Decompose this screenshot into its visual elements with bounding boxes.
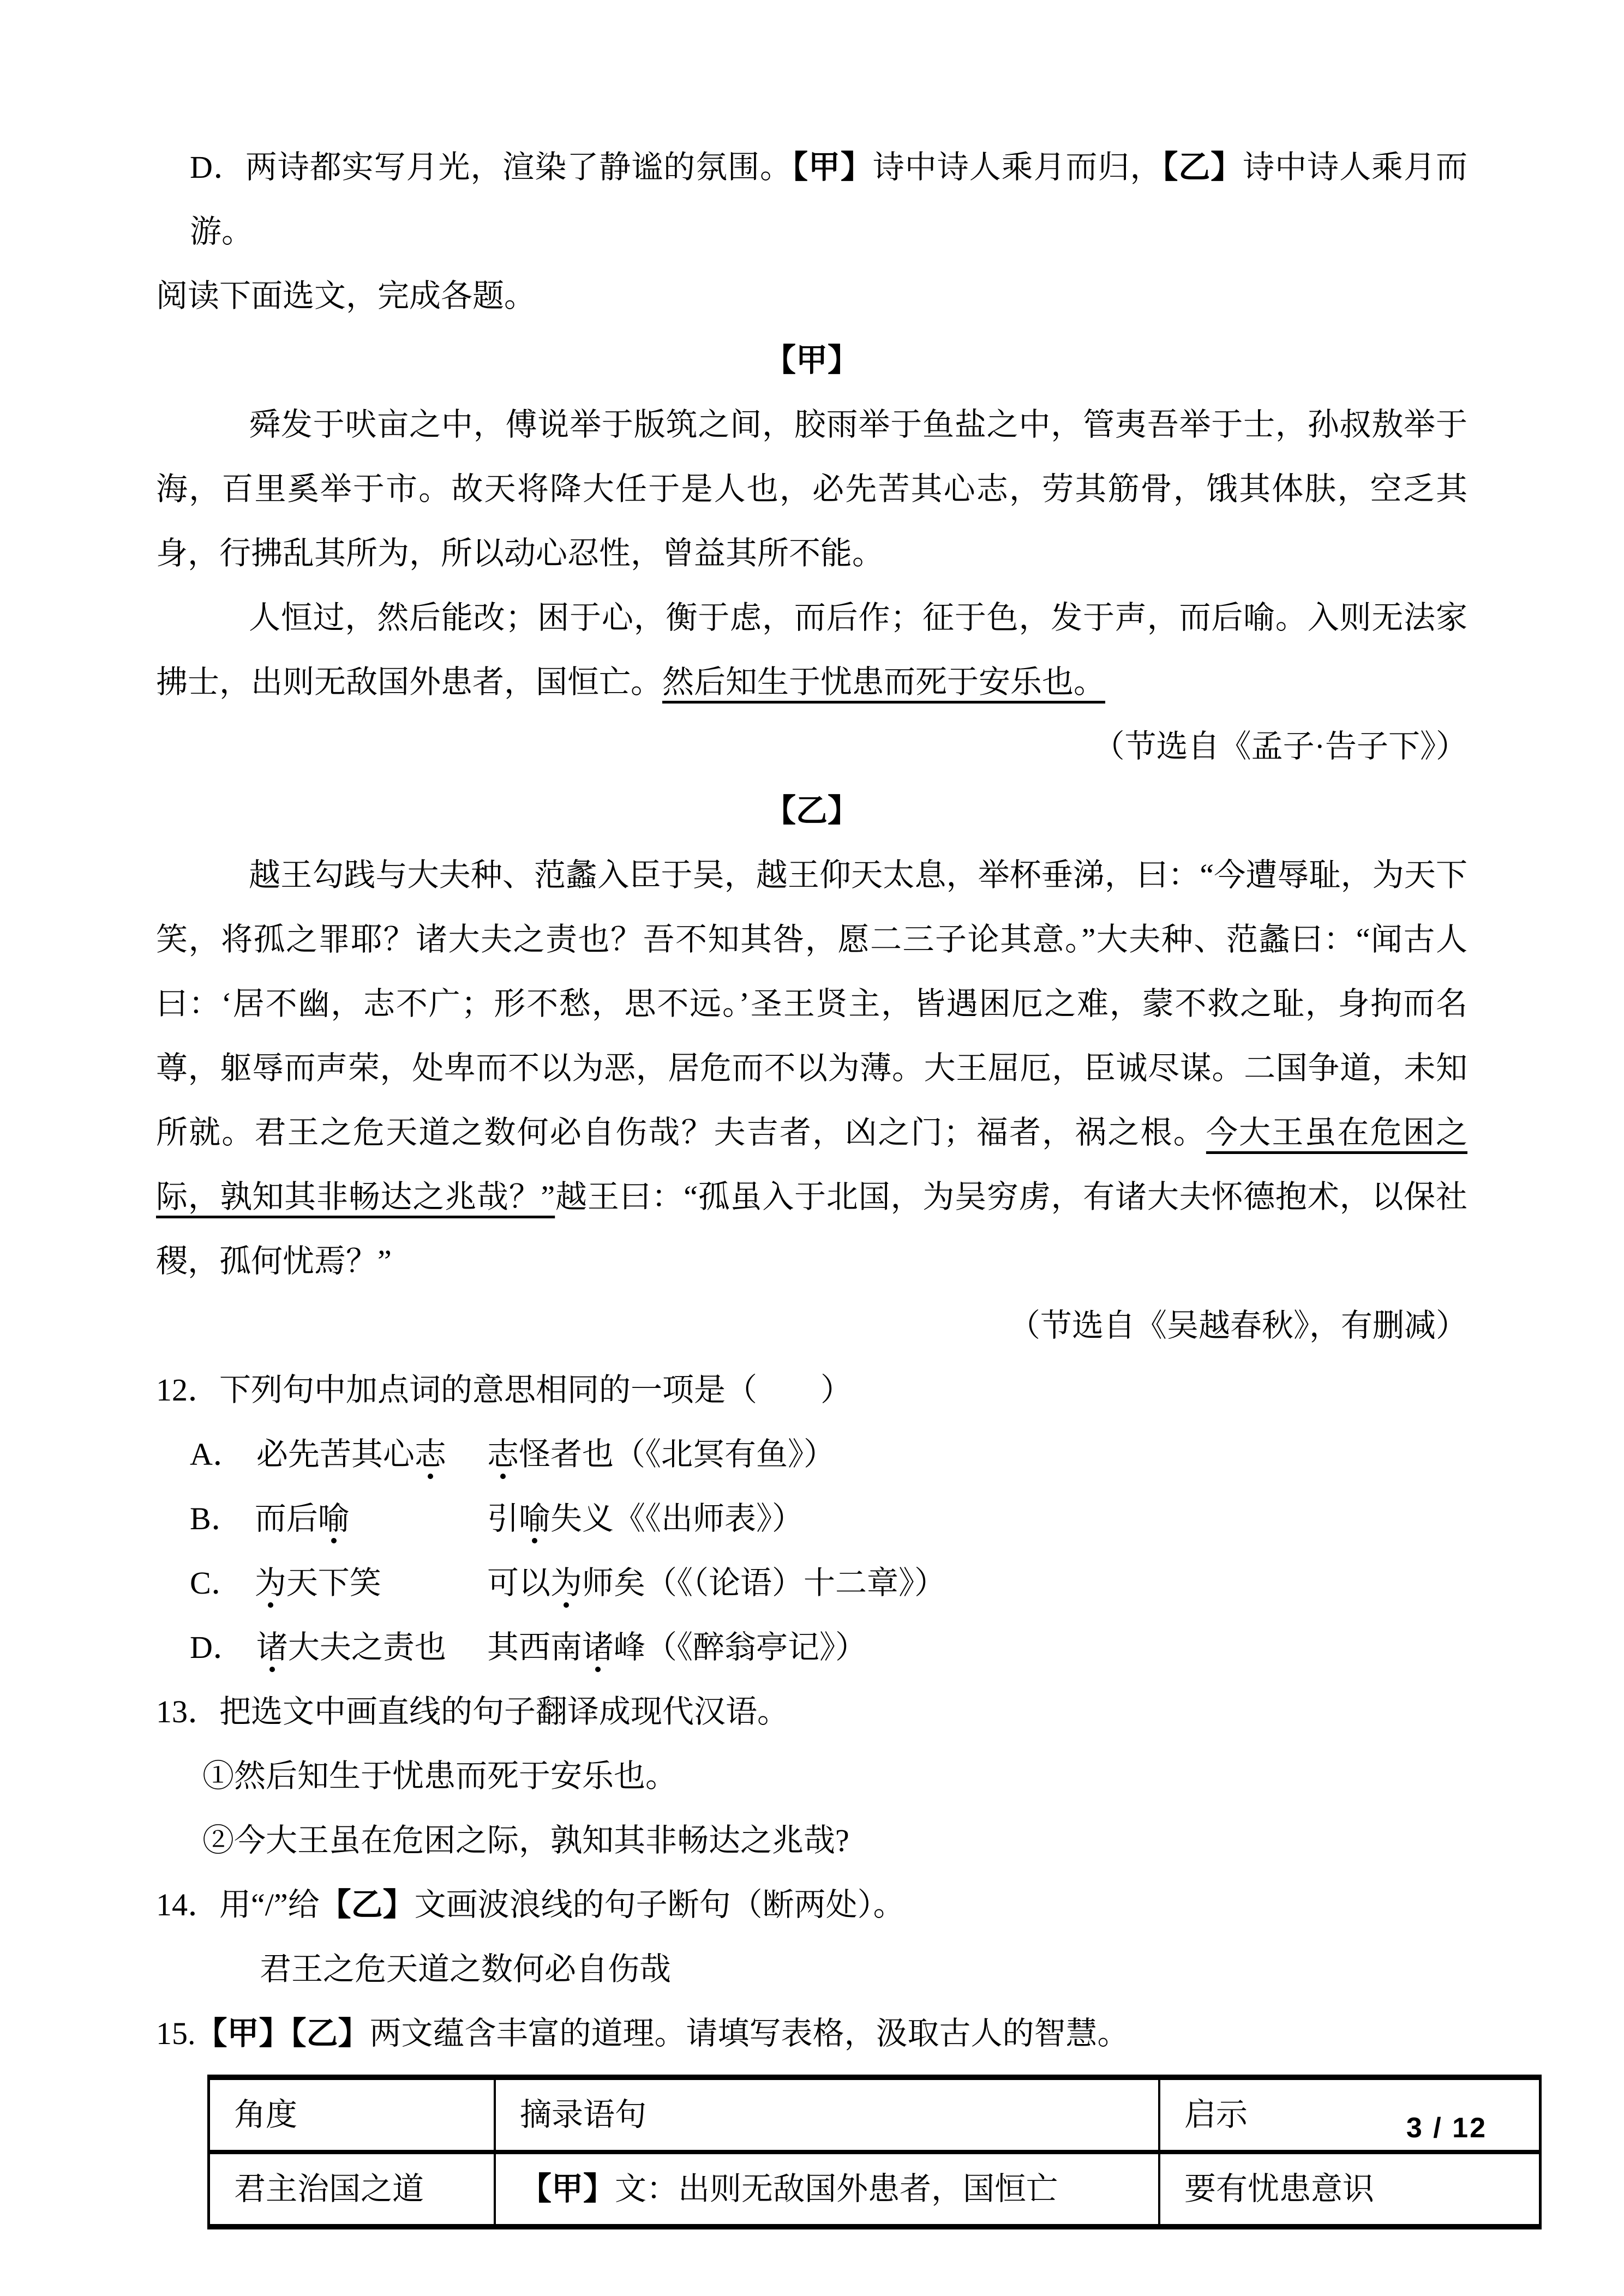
passage-yi-paragraph bbox=[156, 843, 1467, 1294]
text-segment: 今大王虽在危困之际，孰知其非畅达之兆哉？” bbox=[156, 1115, 1467, 1215]
q15-stem bbox=[156, 2002, 1467, 2066]
text-segment: D．两诗都实写月光，渲染了静谧的氛围。 bbox=[190, 149, 792, 185]
passage-jia-paragraph-2 bbox=[156, 586, 1467, 714]
q12-option-a bbox=[156, 1422, 1467, 1487]
text-segment: 然后知生于忧患而死于安乐也。 bbox=[662, 664, 1106, 700]
text-segment: 而后 bbox=[254, 1501, 318, 1536]
passage-jia-source: （节选自《孟子·告子下》） bbox=[1093, 729, 1467, 764]
q12-option-c bbox=[156, 1551, 1467, 1615]
text-segment: 14．用“/”给 bbox=[156, 1887, 320, 1922]
text-segment: 【乙】 bbox=[319, 1887, 415, 1922]
text-segment: 越王勾践与大夫种、范蠡入臣于吴，越王仰天太息，举杯垂涕，曰：“今遭辱耻，为天下笑，将孤之罪耶？诸大夫之责也？吾不知其咎，愿二三子论其意。”大夫种、范蠡曰：“闻古人曰：‘居不幽，志不广；形不愁，思不远。’圣王贤主，皆遇困厄之难，蒙不救之耻，身拘而名尊，躯辱而声荣，处卑而不以为恶，居危而不以为薄。大王屈厄，臣诚尽谋。二国争道，未知所就。君王之危天道之数何必自伤哉？夫吉者，凶之门；福者，祸之根。 bbox=[156, 857, 1467, 1150]
q13-sub-1: ①然后知生于忧患而死于安乐也。 bbox=[202, 1758, 678, 1794]
q12-options bbox=[156, 1422, 1467, 1680]
choice-d-line bbox=[156, 135, 1467, 264]
text-segment: 诗中诗人乘月而游。 bbox=[190, 149, 1467, 249]
text-segment: 怪者也（《北冥有鱼》） bbox=[519, 1436, 836, 1472]
option-phrase-left bbox=[190, 1487, 487, 1551]
dotted-char: 为 bbox=[550, 1565, 583, 1601]
text-segment: 峰（《醉翁亭记》） bbox=[614, 1630, 867, 1665]
passage-yi-source: （节选自《吴越春秋》，有删减） bbox=[1008, 1308, 1467, 1343]
option-phrase-right bbox=[487, 1436, 835, 1472]
passage-yi-header: 【乙】 bbox=[764, 793, 859, 828]
text-segment: 15. bbox=[156, 2016, 196, 2051]
text-segment: 师矣（《（论语）十二章》） bbox=[582, 1565, 946, 1601]
text-segment: 文画波浪线的句子断句（断两处）。 bbox=[414, 1887, 905, 1922]
q13-sub-2: ②今大王虽在危困之际，孰知其非畅达之兆哉? bbox=[202, 1823, 849, 1858]
q15-table bbox=[207, 2075, 1542, 2229]
table-header-row bbox=[209, 2077, 1541, 2152]
q14-stem bbox=[156, 1873, 1467, 1937]
option-phrase-left bbox=[190, 1422, 487, 1487]
text-segment: 其西南 bbox=[487, 1630, 583, 1665]
option-phrase-right bbox=[487, 1501, 804, 1536]
q14-sentence: 君王之危天道之数何必自伤哉 bbox=[260, 1951, 672, 1987]
dotted-char: 志 bbox=[414, 1436, 446, 1472]
passage-jia-header: 【甲】 bbox=[764, 342, 859, 378]
table-header-angle: 角度 bbox=[209, 2077, 495, 2152]
text-segment: 必先苦其心 bbox=[256, 1436, 415, 1472]
dotted-char: 志 bbox=[487, 1436, 519, 1472]
option-phrase-left bbox=[190, 1615, 487, 1680]
table-cell-quote bbox=[495, 2152, 1159, 2227]
text-segment: 【甲】【乙】 bbox=[195, 2016, 370, 2051]
table-cell-angle: 君主治国之道 bbox=[209, 2152, 495, 2227]
text-segment: 人恒过，然后能改；困于心，衡于虑，而后作；征于色，发于声，而后喻。入则无法家拂士，出则无敌国外患者，国恒亡。 bbox=[156, 600, 1467, 700]
text-segment: 文：出则无敌国外患者，国恒亡 bbox=[615, 2171, 1058, 2207]
passage-jia-paragraph-1: 舜发于吠亩之中，傅说举于版筑之间，胶雨举于鱼盐之中，管夷吾举于士，孙叔敖举于海，百里奚举于市。故天将降大任于是人也，必先苦其心志，劳其筋骨，饿其体肤，空乏其身，行拂乱其所为，所以动心忍性，曾益其所不能。 bbox=[156, 407, 1467, 571]
page-number: 3 / 12 bbox=[1406, 2112, 1487, 2144]
option-phrase-left bbox=[190, 1551, 487, 1615]
option-phrase-right bbox=[487, 1630, 867, 1665]
dotted-char: 为 bbox=[254, 1565, 286, 1601]
text-segment: 引 bbox=[487, 1501, 519, 1536]
text-segment: 【甲】 bbox=[520, 2171, 615, 2207]
text-segment: 【甲】 bbox=[792, 149, 873, 185]
table-header-quote: 摘录语句 bbox=[495, 2077, 1159, 2152]
q12-option-d bbox=[156, 1615, 1467, 1680]
text-segment: 大夫之责也 bbox=[287, 1630, 446, 1665]
q12-option-b bbox=[156, 1487, 1467, 1551]
text-segment: 两文蕴含丰富的道理。请填写表格，汲取古人的智慧。 bbox=[369, 2016, 1129, 2051]
q13-stem: 13．把选文中画直线的句子翻译成现代汉语。 bbox=[156, 1694, 789, 1729]
table-header-insight: 启示 bbox=[1159, 2077, 1541, 2152]
table-data-row bbox=[209, 2152, 1541, 2227]
text-segment: 可以 bbox=[487, 1565, 551, 1601]
reading-prompt: 阅读下面选文，完成各题。 bbox=[156, 278, 536, 314]
option-label: B． bbox=[190, 1501, 243, 1536]
text-segment: 越王曰：“孤虽入于北国，为吴穷虏，有诸大夫怀德抱术，以保社稷，孤何忧焉？” bbox=[156, 1179, 1467, 1279]
text-segment: 诗中诗人乘月而归， bbox=[872, 149, 1162, 185]
dotted-char: 喻 bbox=[519, 1501, 551, 1536]
option-label: A． bbox=[190, 1436, 244, 1472]
dotted-char: 喻 bbox=[317, 1501, 350, 1536]
page-content bbox=[156, 135, 1467, 2229]
dotted-char: 诸 bbox=[256, 1630, 288, 1665]
q12-stem: 12．下列句中加点词的意思相同的一项是（ ） bbox=[156, 1372, 853, 1408]
table-cell-insight: 要有忧患意识 bbox=[1159, 2152, 1541, 2227]
dotted-char: 诸 bbox=[582, 1630, 614, 1665]
text-segment: 【乙】 bbox=[1162, 149, 1243, 185]
text-segment: 失义《《出师表》） bbox=[550, 1501, 804, 1536]
option-phrase-right bbox=[487, 1565, 946, 1601]
option-label: C． bbox=[190, 1565, 243, 1601]
option-label: D． bbox=[190, 1630, 244, 1665]
text-segment: 天下笑 bbox=[286, 1565, 381, 1601]
